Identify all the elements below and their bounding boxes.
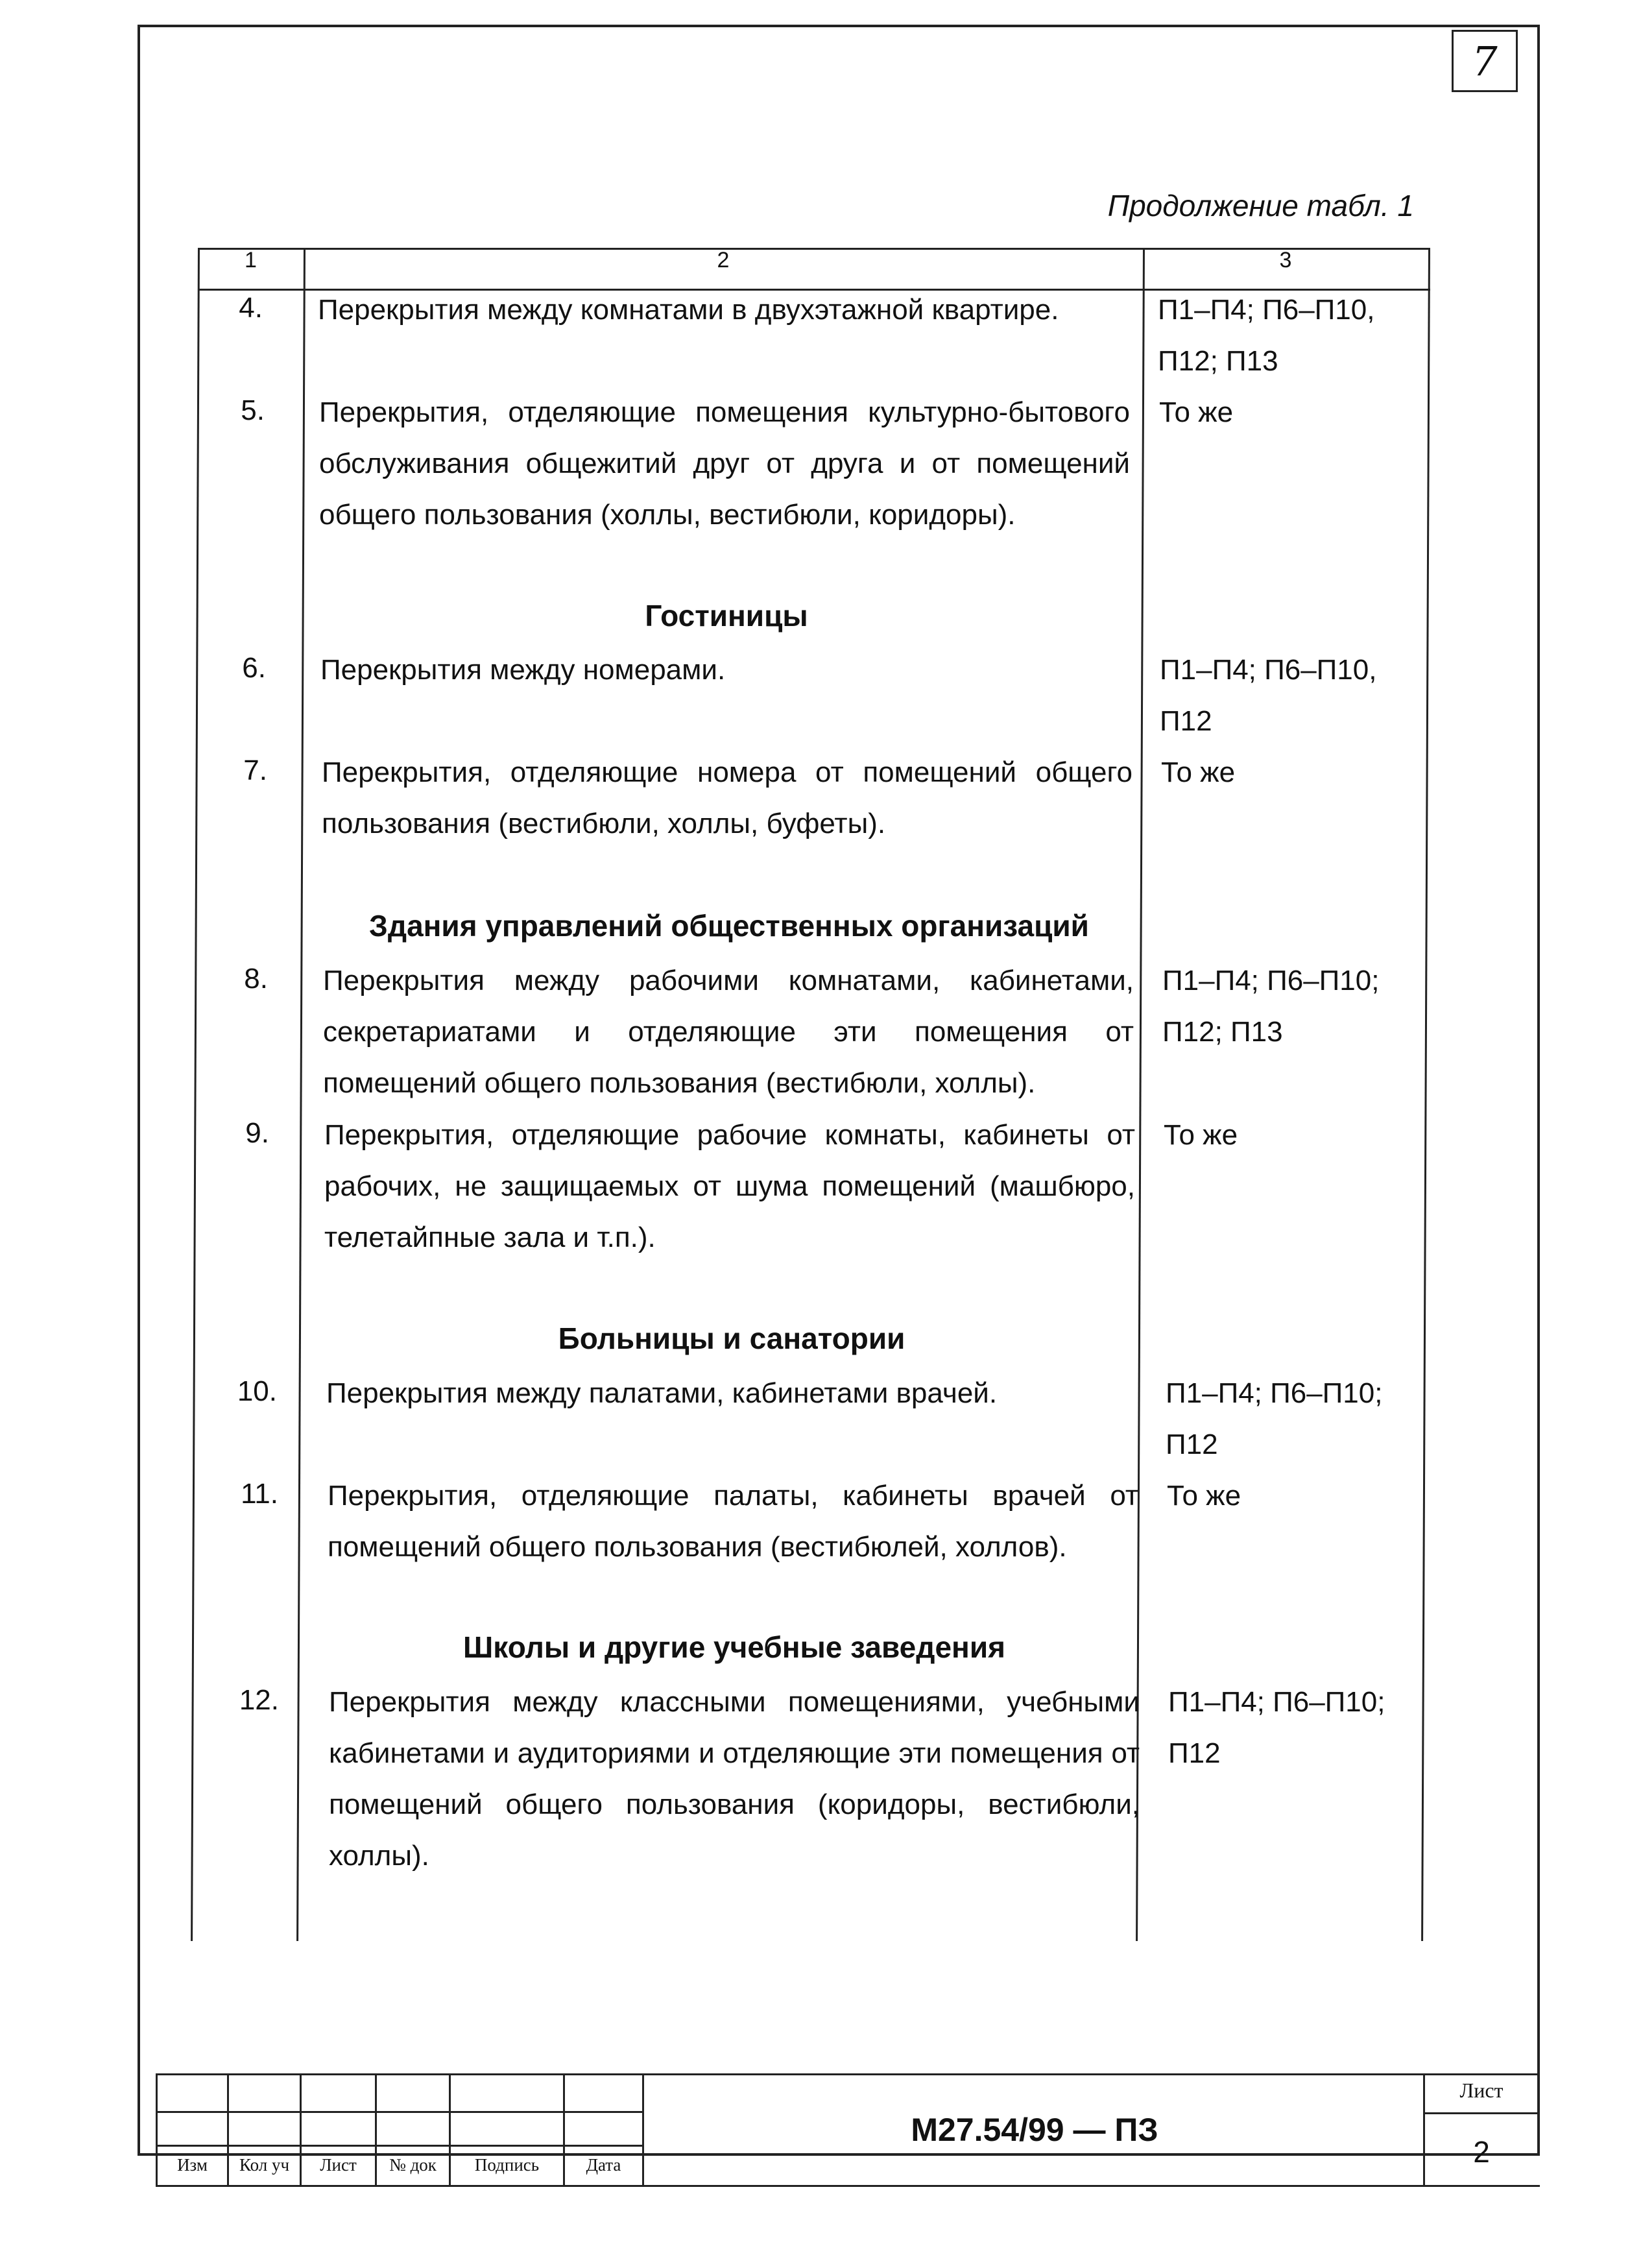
column-number-3: 3 [1279,248,1292,272]
row-reference: То же [1164,1119,1238,1151]
row-number: 8. [244,963,268,995]
row-number: 9. [245,1117,269,1149]
row-text: Перекрытия, отделяющие палаты, кабинеты врачей от помещений общего пользования (вестибюлей, холлов). [328,1480,1138,1563]
row-reference: П1–П4; П6–П10; П12 [1168,1686,1385,1769]
row-reference: То же [1167,1480,1241,1512]
row-text: Перекрытия между рабочими комнатами, кабинетами, секретариатами и отделяющие эти помещения от помещений общего пользования (вестибюли, холлы). [323,965,1134,1099]
stamp-header-list: Лист [320,2155,357,2175]
section-heading: Больницы и санатории [558,1321,905,1355]
sheet-number: 2 [1473,2135,1490,2169]
stamp-header-doc-number: № док [389,2155,437,2175]
row-reference: П1–П4; П6–П10, П12 [1160,654,1377,737]
row-number: 4. [239,292,263,324]
column-number-2: 2 [717,248,730,272]
sheet-label: Лист [1459,2079,1504,2102]
document-code: М27.54/99 — ПЗ [911,2112,1158,2148]
stamp-header-signature: Подпись [474,2155,540,2175]
row-number: 11. [241,1478,278,1510]
row-reference: То же [1161,756,1236,788]
corner-sheet-number: 7 [1452,30,1518,92]
row-text: Перекрытия, отделяющие номера от помещений общего пользования (вестибюли, холлы, буфеты). [322,756,1133,839]
stamp-sheet-line [1423,2112,1540,2114]
row-text: Перекрытия, отделяющие помещения культурно-бытового обслуживания общежитий друг от друга и от помещений общего пользования (холлы, вестибюли, коридоры). [319,396,1130,531]
row-reference: П1–П4; П6–П10, П12; П13 [1158,294,1375,377]
stamp-header-date: Дата [586,2155,621,2175]
stamp-bottom-border [156,2185,1540,2187]
row-number: 6. [242,652,266,684]
row-text: Перекрытия между номерами. [320,654,726,686]
row-text: Перекрытия между палатами, кабинетами врачей. [326,1377,998,1409]
row-number: 5. [241,394,265,426]
section-heading: Здания управлений общественных организаций [369,909,1089,943]
row-reference: П1–П4; П6–П10; П12; П13 [1162,965,1380,1048]
row-number: 10. [237,1375,277,1407]
row-reference: То же [1159,396,1234,428]
row-text: Перекрытия, отделяющие рабочие комнаты, кабинеты от рабочих, не защищаемых от шума помещений (машбюро, телетайпные зала и т.п.). [324,1119,1135,1253]
row-number: 12. [239,1684,279,1716]
stamp-header-kol-uch: Кол уч [239,2155,290,2175]
stamp-top-border [156,2073,1540,2075]
section-heading: Школы и другие учебные заведения [463,1630,1005,1664]
column-number-1: 1 [245,248,257,272]
row-text: Перекрытия между классными помещениями, учебными кабинетами и аудиториями и отделяющие эти помещения от помещений общего пользования (коридоры, вестибюли, холлы). [329,1686,1140,1872]
section-heading: Гостиницы [645,599,808,633]
row-number: 7. [243,754,267,786]
row-text: Перекрытия между комнатами в двухэтажной квартире. [318,294,1059,326]
row-reference: П1–П4; П6–П10; П12 [1166,1377,1383,1460]
stamp-header-izm: Изм [177,2155,208,2175]
table-continuation-caption: Продолжение табл. 1 [1107,189,1414,223]
